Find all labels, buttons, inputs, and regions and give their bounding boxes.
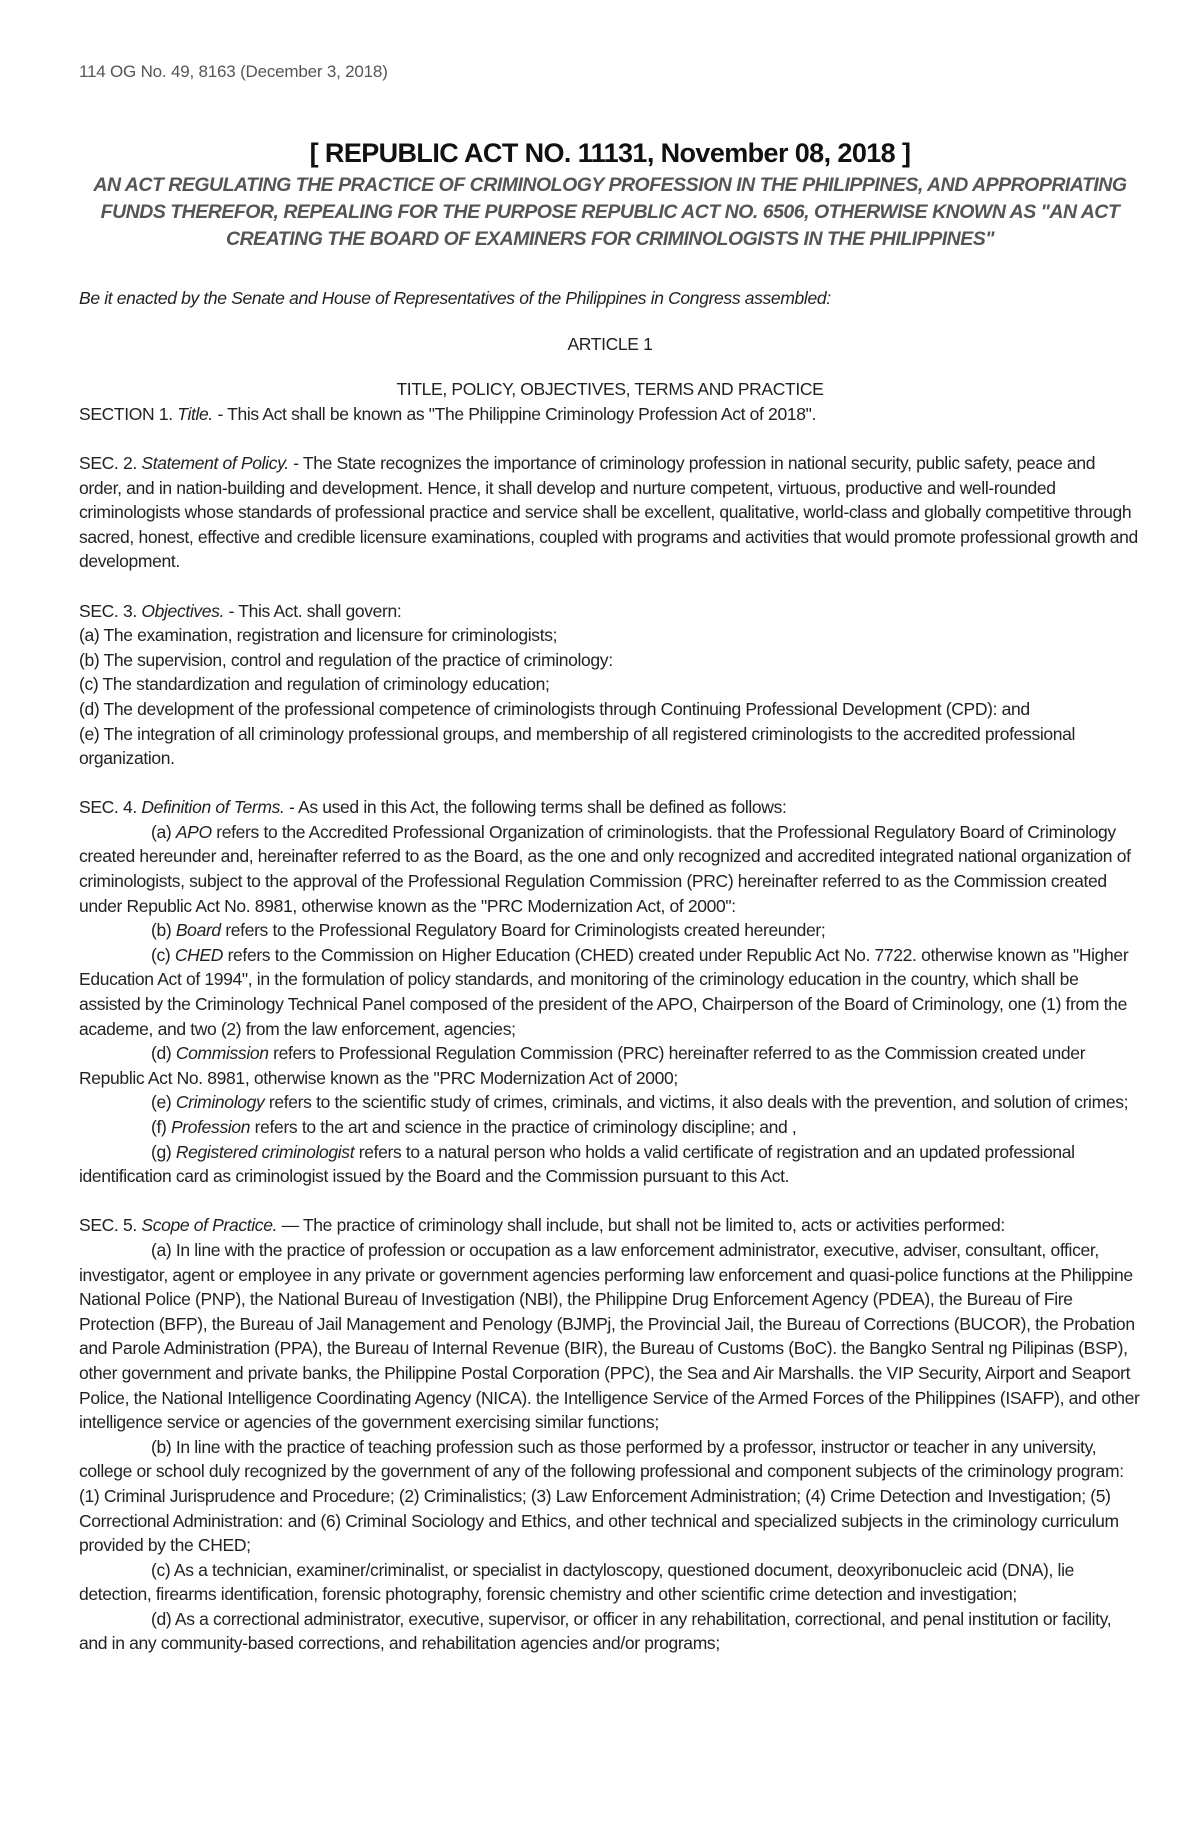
section-heading: Statement of Policy.	[141, 452, 289, 473]
list-item: (a) The examination, registration and licensure for criminologists;	[79, 625, 558, 646]
section-label: SEC. 4.	[79, 797, 137, 818]
scope-item: (a) In line with the practice of profession or occupation as a law enforcement administrator, executive, adviser, consultant, officer, investigator, agent or employee in any private or government agencies performing law enforcement and quasi-police functions at the Philippine National Police (PNP), the National Bureau of Investigation (NBI), the Philippine Drug Enforcement Agency (PDEA), the Bureau of Fire Protection (BFP), the Bureau of Jail Management and Penology (BJMPj, the Provincial Jail, the Bureau of Corrections (BUCOR), the Probation and Parole Administration (PPA), the Bureau of Internal Revenue (BIR), the Bureau of Customs (BoC). the Bangko Sentral ng Pilipinas (BSP), other government and private banks, the Philippine Postal Corporation (PPC), the Sea and Air Marshalls. the VIP Security, Airport and Seaport Police, the National Intelligence Coordinating Agency (NICA). the Intelligence Service of the Armed Forces of the Philippines (ISAFP), and other intelligence service or agencies of the government exercising similar functions;	[79, 1239, 1140, 1433]
section-text: — The practice of criminology shall include, but shall not be limited to, acts or activities performed:	[277, 1215, 1005, 1236]
scope-item: (c) As a technician, examiner/criminalist, or specialist in dactyloscopy, questioned document, deoxyribonucleic acid (DNA), lie detection, firearms identification, forensic photography, forensic chemistry and other scientific crime detection and investigation;	[79, 1559, 1075, 1605]
defined-term: Profession	[170, 1117, 251, 1137]
list-item: (e) The integration of all criminology professional groups, and membership of all registered criminologists to the accredited professional organization.	[79, 723, 1076, 769]
list-item: (c) The standardization and regulation of criminology education;	[79, 674, 550, 695]
section-2	[79, 451, 1141, 574]
defined-term: CHED	[174, 944, 224, 965]
article-label: ARTICLE 1	[567, 333, 653, 354]
section-heading: Objectives.	[141, 600, 225, 621]
definition-item: (a) APO refers to the Accredited Professional Organization of criminologists. that the Professional Regulatory Board of Criminology created hereunder and, hereinafter referred to as the Board, as the one and only recognized and accredited integrated national organization of criminologists, subject to the approval of the Professional Regulation Commission (PRC) hereinafter referred to as the Commission created under Republic Act No. 8981, otherwise known as the "PRC Modernization Act, of 2000":	[79, 821, 1131, 916]
act-subtitle: AN ACT REGULATING THE PRACTICE OF CRIMINOLOGY PROFESSION IN THE PHILIPPINES, AND APPROPRIATING FUNDS THEREFOR, REPEALING FOR THE PURPOSE REPUBLIC ACT NO. 6506, OTHERWISE KNOWN AS "AN ACT CREATING THE BOARD OF EXAMINERS FOR CRIMINOLOGISTS IN THE PHILIPPINES"	[93, 174, 1127, 250]
section-label: SEC. 2.	[79, 452, 137, 473]
section-text: - The State recognizes the importance of criminology profession in national security, public safety, peace and order, and in nation-building and development. Hence, it shall develop and nurture competent, virtuous, productive and well-rounded criminologists whose standards of professional practice and service shall be excellent, qualitative, world-class and globally competitive through sacred, honest, effective and credible licensure examinations, coupled with programs and activities that would promote professional growth and development.	[79, 452, 1138, 572]
citation: 114 OG No. 49, 8163 (December 3, 2018)	[79, 62, 388, 81]
act-title: [ REPUBLIC ACT NO. 11131, November 08, 2018 ]	[309, 138, 911, 168]
section-heading: Scope of Practice.	[141, 1215, 278, 1236]
defined-term: Commission	[175, 1043, 269, 1064]
defined-term: Registered criminologist	[175, 1141, 355, 1162]
enacting-clause: Be it enacted by the Senate and House of Representatives of the Philippines in Congress assembled:	[79, 288, 831, 308]
section-4	[79, 795, 1141, 820]
list-item: (b) The supervision, control and regulation of the practice of criminology:	[79, 649, 613, 670]
section-5	[79, 1213, 1141, 1238]
scope-item: (d) As a correctional administrator, executive, supervisor, or officer in any rehabilitation, correctional, and penal institution or facility, and in any community-based corrections, and rehabilitation agencies and/or programs;	[79, 1608, 1112, 1654]
article-title: TITLE, POLICY, OBJECTIVES, TERMS AND PRACTICE	[396, 379, 824, 400]
definition-item: (b) Board refers to the Professional Regulatory Board for Criminologists created hereunder;	[151, 920, 826, 941]
section-3	[79, 599, 1141, 624]
section-text: - This Act. shall govern:	[224, 600, 402, 621]
section-heading: Definition of Terms.	[141, 797, 285, 818]
defined-term: APO	[175, 821, 212, 842]
definition-item: (d) Commission refers to Professional Regulation Commission (PRC) hereinafter referred to as the Commission created under Republic Act No. 8981, otherwise known as the "PRC Modernization Act of 2000;	[79, 1043, 1086, 1088]
document-heading	[79, 136, 1141, 253]
section-text: - This Act shall be known as "The Philippine Criminology Profession Act of 2018".	[212, 403, 816, 424]
section-1	[79, 402, 1141, 427]
definition-item: (f) Profession refers to the art and science in the practice of criminology discipline; and ,	[151, 1117, 797, 1137]
scope-item: (b) In line with the practice of teaching profession such as those performed by a professor, instructor or teacher in any university, college or school duly recognized by the government of any of the following professional and component subjects of the criminology program: (1) Criminal Jurisprudence and Procedure; (2) Criminalistics; (3) Law Enforcement Administration; (4) Crime Detection and Investigation; (5) Correctional Administration: and (6) Criminal Sociology and Ethics, and other technical and specialized subjects in the criminology curriculum provided by the CHED;	[79, 1436, 1124, 1556]
section-label: SECTION 1.	[79, 403, 173, 424]
definition-item: (c) CHED refers to the Commission on Higher Education (CHED) created under Republic Act No. 7722. otherwise known as "Higher Education Act of 1994", in the formulation of policy standards, and monitoring of the criminology education in the country, which shall be assisted by the Criminology Technical Panel composed of the president of the APO, Chairperson of the Board of Criminology, one (1) from the academe, and two (2) from the law enforcement, agencies;	[79, 944, 1129, 1039]
section-text: - As used in this Act, the following terms shall be defined as follows:	[284, 797, 787, 818]
section-label: SEC. 3.	[79, 600, 137, 621]
definition-item: (g) Registered criminologist refers to a natural person who holds a valid certificate of registration and an updated professional identification card as criminologist issued by the Board and the Commission pursuant to this Act.	[79, 1141, 1075, 1187]
section-label: SEC. 5.	[79, 1215, 137, 1236]
defined-term: Board	[175, 920, 221, 941]
defined-term: Criminology	[175, 1092, 265, 1113]
section-heading: Title.	[177, 403, 213, 424]
list-item: (d) The development of the professional competence of criminologists through Continuing Professional Development (CPD): and	[79, 698, 1030, 719]
definition-item: (e) Criminology refers to the scientific study of crimes, criminals, and victims, it also deals with the prevention, and solution of crimes;	[151, 1092, 1129, 1113]
document-body	[79, 286, 1141, 1656]
